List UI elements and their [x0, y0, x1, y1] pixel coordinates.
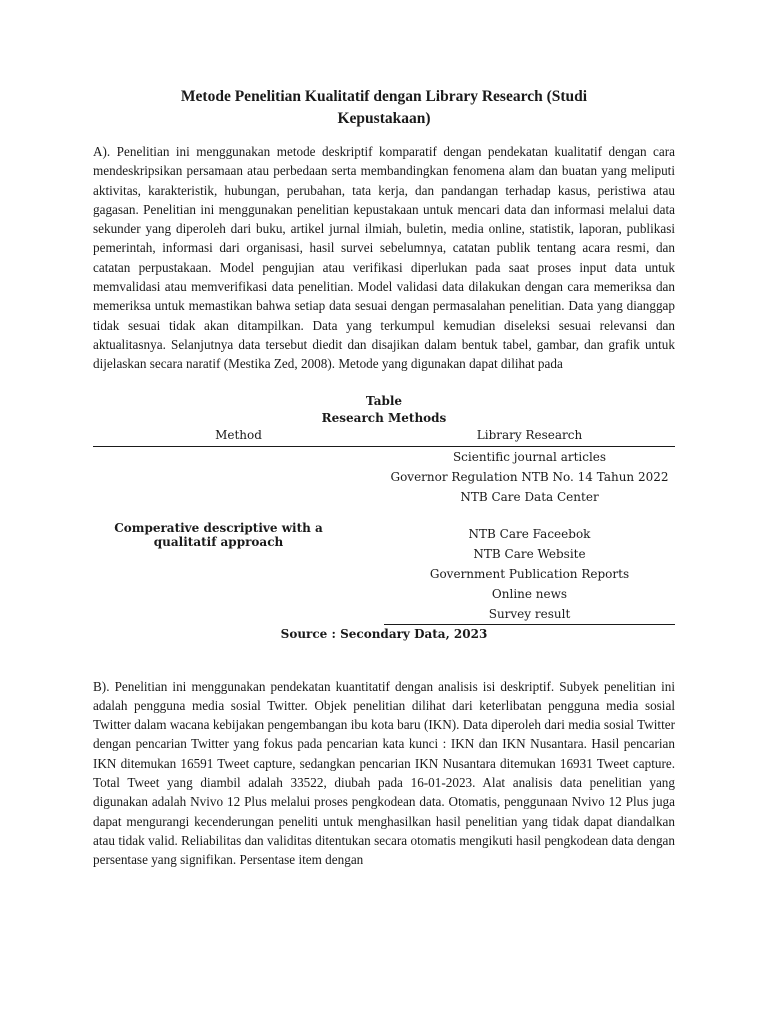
table-caption-label: Table: [365, 393, 403, 408]
library-item: Online news: [491, 586, 568, 601]
library-item: Scientific journal articles: [452, 449, 607, 464]
library-item: Government Publication Reports: [429, 566, 630, 581]
library-item: Survey result: [384, 604, 675, 625]
library-item: Governor Regulation NTB No. 14 Tahun 2022: [390, 469, 669, 484]
table-caption-title: Research Methods: [321, 410, 447, 425]
document-page: [93, 86, 675, 870]
table-row: [93, 446, 675, 467]
header-library-research: Library Research: [384, 427, 675, 447]
library-item: NTB Care Faceebok: [468, 526, 591, 541]
library-item: NTB Care Website: [473, 546, 586, 561]
library-item: NTB Care Data Center: [460, 489, 599, 504]
paragraph-b: B). Penelitian ini menggunakan pendekatan kuantitatif dengan analisis isi deskriptif. Subyek penelitian ini adalah pengguna media sosial Twitter. Objek penelitian dilihat dari keterlibatan pengguna media sosial Twitter dalam wacana kebijakan pengembangan ibu kota baru (IKN). Data diperoleh dari media sosial Twitter dengan pencarian Twitter yang fokus pada pencarian kata kunci : IKN dan IKN Nusantara. Hasil pencarian IKN ditemukan 16591 Tweet capture, sedangkan pencarian IKN Nusantara ditemukan 16931 Tweet capture. Total Tweet yang diambil adalah 33522, diubah pada 16-01-2023. Alat analisis data penelitian yang digunakan adalah Nvivo 12 Plus melalui proses pengkodean data. Otomatis, penggunaan Nvivo 12 Plus juga dapat mengurangi kecenderungan peneliti untuk menghasilkan hasil penelitian yang tidak dapat diandalkan atau tidak valid. Reliabilitas dan validitas ditentukan secara otomatis mengikuti hasil pengkodean data dengan persentase yang signifikan. Persentase item dengan: [93, 678, 675, 868]
table-header-row: [93, 427, 675, 447]
header-method: Method: [93, 427, 384, 447]
document-title: Metode Penelitian Kualitatif dengan Library Research (Studi Kepustakaan): [180, 88, 588, 127]
method-cell: Comperative descriptive with a qualitatif approach: [114, 521, 323, 550]
research-methods-table: [93, 427, 675, 625]
research-methods-table-block: [93, 393, 675, 643]
paragraph-a: A). Penelitian ini menggunakan metode deskriptif komparatif dengan pendekatan kualitatif dengan cara mendeskripsikan persamaan atau perbedaan serta membandingkan fenomena alam dan buatan yang meliputi aktivitas, karakteristik, hubungan, perubahan, tata kerja, dan pandangan terhadap kasus, peristiwa atau gagasan. Penelitian ini menggunakan penelitian kepustakaan untuk mencari data dan informasi melalui data sekunder yang diperoleh dari buku, artikel jurnal ilmiah, buletin, media online, statistik, laporan, publikasi pemerintah, informasi dari organisasi, hasil survei sebelumnya, catatan publik tentang acara resmi, dan catatan perpustakaan. Model pengujian atau verifikasi diperlukan pada saat proses input data untuk memvalidasi atau memverifikasi data penelitian. Model validasi data dilakukan dengan cara memeriksa dan memeriksa untuk memastikan bahwa setiap data sesuai dengan permasalahan penelitian. Data yang dianggap tidak sesuai tidak akan ditampilkan. Data yang terkumpul kemudian diseleksi sesuai relevansi dan aktualitasnya. Selanjutnya data tersebut diedit dan disajikan dalam bentuk tabel, gambar, dan grafik untuk dijelaskan secara naratif (Mestika Zed, 2008). Metode yang digunakan dapat dilihat pada: [93, 144, 675, 372]
table-source: Source : Secondary Data, 2023: [280, 626, 488, 641]
